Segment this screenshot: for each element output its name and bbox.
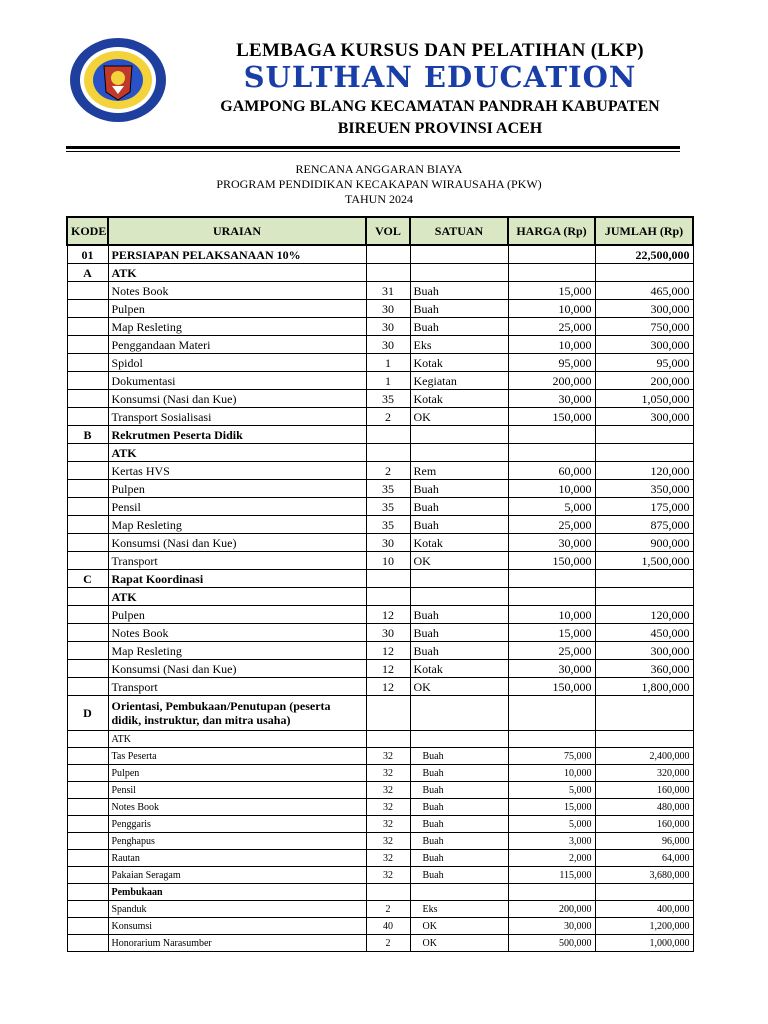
cell-satuan: Buah	[410, 748, 508, 765]
cell-kode	[67, 884, 108, 901]
cell-jumlah	[595, 444, 693, 462]
cell-vol: 32	[366, 816, 410, 833]
cell-kode	[67, 816, 108, 833]
cell-kode	[67, 782, 108, 799]
cell-kode	[67, 372, 108, 390]
doc-title-1: RENCANA ANGGARAN BIAYA	[295, 162, 463, 176]
table-row	[67, 570, 693, 588]
cell-jumlah: 1,000,000	[595, 935, 693, 952]
table-row	[67, 731, 693, 748]
cell-kode	[67, 480, 108, 498]
table-row	[67, 534, 693, 552]
cell-uraian: Map Resleting	[108, 318, 366, 336]
cell-jumlah: 300,000	[595, 408, 693, 426]
cell-uraian: Orientasi, Pembukaan/Penutupan (peserta didik, instruktur, dan mitra usaha)	[108, 696, 366, 731]
cell-kode: 01	[67, 245, 108, 264]
cell-kode	[67, 660, 108, 678]
cell-harga: 95,000	[508, 354, 595, 372]
cell-jumlah: 350,000	[595, 480, 693, 498]
cell-jumlah: 1,800,000	[595, 678, 693, 696]
cell-jumlah: 120,000	[595, 462, 693, 480]
cell-jumlah: 120,000	[595, 606, 693, 624]
cell-satuan: OK	[410, 552, 508, 570]
cell-vol: 32	[366, 867, 410, 884]
cell-kode	[67, 624, 108, 642]
header-vol: VOL	[366, 217, 410, 245]
cell-kode	[67, 282, 108, 300]
cell-satuan: Rem	[410, 462, 508, 480]
cell-kode	[67, 588, 108, 606]
cell-vol: 2	[366, 901, 410, 918]
cell-kode	[67, 799, 108, 816]
cell-vol	[366, 731, 410, 748]
cell-uraian: ATK	[108, 264, 366, 282]
cell-harga: 25,000	[508, 642, 595, 660]
cell-harga: 25,000	[508, 318, 595, 336]
cell-harga: 2,000	[508, 850, 595, 867]
cell-harga	[508, 264, 595, 282]
cell-harga: 30,000	[508, 918, 595, 935]
cell-kode	[67, 390, 108, 408]
cell-harga: 10,000	[508, 300, 595, 318]
cell-satuan: Buah	[410, 282, 508, 300]
cell-uraian: Penggaris	[108, 816, 366, 833]
cell-harga: 15,000	[508, 799, 595, 816]
cell-satuan: Buah	[410, 480, 508, 498]
cell-vol	[366, 444, 410, 462]
header-rule-thick	[66, 146, 680, 149]
cell-jumlah	[595, 426, 693, 444]
cell-vol: 35	[366, 516, 410, 534]
cell-satuan: Kegiatan	[410, 372, 508, 390]
cell-uraian: Kertas HVS	[108, 462, 366, 480]
cell-satuan: Buah	[410, 498, 508, 516]
cell-vol: 12	[366, 660, 410, 678]
cell-satuan: OK	[410, 935, 508, 952]
cell-satuan	[410, 444, 508, 462]
cell-jumlah: 1,500,000	[595, 552, 693, 570]
cell-uraian: Rapat Koordinasi	[108, 570, 366, 588]
table-row	[67, 901, 693, 918]
table-row	[67, 354, 693, 372]
cell-vol: 10	[366, 552, 410, 570]
cell-jumlah: 465,000	[595, 282, 693, 300]
cell-satuan	[410, 884, 508, 901]
table-row	[67, 696, 693, 731]
cell-uraian: Konsumsi (Nasi dan Kue)	[108, 534, 366, 552]
cell-satuan: Buah	[410, 782, 508, 799]
cell-vol: 30	[366, 318, 410, 336]
cell-harga: 500,000	[508, 935, 595, 952]
cell-uraian: ATK	[108, 731, 366, 748]
cell-uraian: Pakaian Seragam	[108, 867, 366, 884]
cell-vol: 40	[366, 918, 410, 935]
lkp-logo	[68, 36, 168, 124]
cell-harga	[508, 884, 595, 901]
org-address2: BIREUEN PROVINSI ACEH	[337, 120, 543, 137]
table-row	[67, 444, 693, 462]
cell-harga: 3,000	[508, 833, 595, 850]
cell-uraian: Notes Book	[108, 624, 366, 642]
cell-vol	[366, 588, 410, 606]
cell-vol: 32	[366, 833, 410, 850]
cell-vol: 30	[366, 300, 410, 318]
cell-harga: 60,000	[508, 462, 595, 480]
cell-vol	[366, 570, 410, 588]
cell-harga: 10,000	[508, 765, 595, 782]
cell-uraian: Pulpen	[108, 480, 366, 498]
cell-harga: 150,000	[508, 678, 595, 696]
cell-uraian: Spanduk	[108, 901, 366, 918]
cell-vol: 12	[366, 678, 410, 696]
cell-kode	[67, 462, 108, 480]
cell-kode: A	[67, 264, 108, 282]
cell-jumlah: 1,200,000	[595, 918, 693, 935]
cell-vol: 32	[366, 799, 410, 816]
cell-uraian: Penghapus	[108, 833, 366, 850]
cell-vol: 31	[366, 282, 410, 300]
cell-jumlah: 95,000	[595, 354, 693, 372]
cell-kode	[67, 765, 108, 782]
table-row	[67, 884, 693, 901]
cell-uraian: PERSIAPAN PELAKSANAAN 10%	[108, 245, 366, 264]
org-line1: LEMBAGA KURSUS DAN PELATIHAN (LKP)	[236, 40, 644, 61]
table-row	[67, 918, 693, 935]
cell-satuan	[410, 264, 508, 282]
table-row	[67, 867, 693, 884]
cell-uraian: Pembukaan	[108, 884, 366, 901]
cell-uraian: Konsumsi (Nasi dan Kue)	[108, 390, 366, 408]
cell-kode	[67, 642, 108, 660]
cell-satuan	[410, 696, 508, 731]
cell-uraian: Konsumsi (Nasi dan Kue)	[108, 660, 366, 678]
cell-jumlah: 22,500,000	[595, 245, 693, 264]
cell-satuan: Kotak	[410, 390, 508, 408]
cell-harga	[508, 245, 595, 264]
cell-jumlah: 160,000	[595, 816, 693, 833]
org-name: SULTHAN EDUCATION	[243, 60, 637, 94]
cell-jumlah: 1,050,000	[595, 390, 693, 408]
cell-uraian: Notes Book	[108, 282, 366, 300]
cell-vol	[366, 696, 410, 731]
cell-harga	[508, 731, 595, 748]
table-row	[67, 264, 693, 282]
cell-kode: B	[67, 426, 108, 444]
cell-uraian: Pensil	[108, 498, 366, 516]
cell-jumlah	[595, 696, 693, 731]
cell-harga	[508, 696, 595, 731]
cell-vol: 1	[366, 354, 410, 372]
cell-harga: 5,000	[508, 498, 595, 516]
cell-jumlah: 750,000	[595, 318, 693, 336]
cell-satuan	[410, 588, 508, 606]
cell-vol: 30	[366, 336, 410, 354]
table-row	[67, 300, 693, 318]
cell-vol: 12	[366, 606, 410, 624]
cell-uraian: Map Resleting	[108, 516, 366, 534]
cell-satuan: Kotak	[410, 534, 508, 552]
cell-kode	[67, 318, 108, 336]
budget-table	[66, 216, 694, 952]
cell-uraian: Rekrutmen Peserta Didik	[108, 426, 366, 444]
table-row	[67, 782, 693, 799]
cell-vol: 35	[366, 390, 410, 408]
table-row	[67, 516, 693, 534]
cell-satuan: Buah	[410, 624, 508, 642]
cell-harga: 200,000	[508, 372, 595, 390]
cell-uraian: Dokumentasi	[108, 372, 366, 390]
table-body	[67, 245, 693, 952]
header-kode: KODE	[67, 217, 108, 245]
cell-kode	[67, 606, 108, 624]
doc-title-2: PROGRAM PENDIDIKAN KECAKAPAN WIRAUSAHA (PKW)	[216, 177, 542, 191]
table-row	[67, 282, 693, 300]
cell-harga	[508, 588, 595, 606]
header-rule-thin	[66, 151, 680, 152]
cell-jumlah	[595, 570, 693, 588]
cell-harga: 25,000	[508, 516, 595, 534]
table-row	[67, 816, 693, 833]
cell-satuan: Eks	[410, 901, 508, 918]
table-row	[67, 799, 693, 816]
table-row	[67, 318, 693, 336]
cell-satuan: Buah	[410, 606, 508, 624]
cell-harga: 10,000	[508, 336, 595, 354]
cell-kode	[67, 498, 108, 516]
table-row	[67, 390, 693, 408]
table-row	[67, 624, 693, 642]
cell-kode	[67, 300, 108, 318]
cell-kode: C	[67, 570, 108, 588]
cell-kode	[67, 408, 108, 426]
table-row	[67, 678, 693, 696]
cell-harga: 200,000	[508, 901, 595, 918]
cell-jumlah: 96,000	[595, 833, 693, 850]
cell-vol: 30	[366, 624, 410, 642]
cell-harga: 5,000	[508, 816, 595, 833]
cell-uraian: Transport Sosialisasi	[108, 408, 366, 426]
cell-kode	[67, 918, 108, 935]
cell-kode	[67, 444, 108, 462]
cell-kode	[67, 867, 108, 884]
cell-kode	[67, 935, 108, 952]
cell-satuan	[410, 426, 508, 444]
cell-harga: 10,000	[508, 480, 595, 498]
cell-vol: 2	[366, 408, 410, 426]
cell-uraian: Pulpen	[108, 606, 366, 624]
table-row	[67, 552, 693, 570]
cell-vol	[366, 426, 410, 444]
cell-satuan: OK	[410, 678, 508, 696]
cell-vol: 2	[366, 935, 410, 952]
cell-satuan: Kotak	[410, 660, 508, 678]
cell-uraian: Pulpen	[108, 300, 366, 318]
cell-kode	[67, 833, 108, 850]
cell-harga: 30,000	[508, 534, 595, 552]
cell-uraian: Pulpen	[108, 765, 366, 782]
cell-harga: 75,000	[508, 748, 595, 765]
cell-satuan	[410, 570, 508, 588]
cell-jumlah: 360,000	[595, 660, 693, 678]
cell-jumlah: 300,000	[595, 336, 693, 354]
cell-satuan: Kotak	[410, 354, 508, 372]
cell-satuan: Eks	[410, 336, 508, 354]
cell-harga: 15,000	[508, 624, 595, 642]
cell-harga	[508, 570, 595, 588]
cell-satuan: Buah	[410, 816, 508, 833]
cell-kode	[67, 552, 108, 570]
cell-uraian: ATK	[108, 588, 366, 606]
cell-harga: 30,000	[508, 660, 595, 678]
cell-kode	[67, 336, 108, 354]
table-row	[67, 935, 693, 952]
cell-jumlah: 2,400,000	[595, 748, 693, 765]
cell-satuan: Buah	[410, 850, 508, 867]
cell-harga: 10,000	[508, 606, 595, 624]
cell-jumlah: 900,000	[595, 534, 693, 552]
cell-jumlah: 480,000	[595, 799, 693, 816]
table-row	[67, 498, 693, 516]
cell-satuan: Buah	[410, 765, 508, 782]
cell-jumlah: 3,680,000	[595, 867, 693, 884]
table-row	[67, 748, 693, 765]
cell-harga	[508, 444, 595, 462]
org-address1: GAMPONG BLANG KECAMATAN PANDRAH KABUPATEN	[220, 98, 660, 115]
cell-jumlah	[595, 884, 693, 901]
table-row	[67, 660, 693, 678]
table-row	[67, 588, 693, 606]
cell-jumlah: 300,000	[595, 300, 693, 318]
header-harga: HARGA (Rp)	[508, 217, 595, 245]
cell-jumlah: 875,000	[595, 516, 693, 534]
cell-uraian: Notes Book	[108, 799, 366, 816]
cell-jumlah: 160,000	[595, 782, 693, 799]
cell-jumlah: 300,000	[595, 642, 693, 660]
cell-satuan: Buah	[410, 799, 508, 816]
cell-satuan	[410, 245, 508, 264]
cell-harga: 5,000	[508, 782, 595, 799]
table-row	[67, 336, 693, 354]
cell-kode	[67, 534, 108, 552]
doc-title-3: TAHUN 2024	[344, 192, 414, 206]
cell-vol: 32	[366, 765, 410, 782]
cell-vol: 12	[366, 642, 410, 660]
cell-satuan: Buah	[410, 867, 508, 884]
cell-uraian: Rautan	[108, 850, 366, 867]
cell-kode: D	[67, 696, 108, 731]
cell-harga: 30,000	[508, 390, 595, 408]
cell-satuan: Buah	[410, 642, 508, 660]
table-row	[67, 480, 693, 498]
cell-vol: 30	[366, 534, 410, 552]
cell-uraian: Map Resleting	[108, 642, 366, 660]
cell-kode	[67, 678, 108, 696]
cell-satuan: Buah	[410, 300, 508, 318]
cell-satuan	[410, 731, 508, 748]
cell-satuan: Buah	[410, 516, 508, 534]
cell-harga: 115,000	[508, 867, 595, 884]
cell-uraian: Transport	[108, 552, 366, 570]
cell-uraian: Pensil	[108, 782, 366, 799]
cell-satuan: Buah	[410, 833, 508, 850]
cell-vol: 32	[366, 748, 410, 765]
table-row	[67, 642, 693, 660]
cell-satuan: Buah	[410, 318, 508, 336]
table-row	[67, 833, 693, 850]
table-row	[67, 462, 693, 480]
cell-harga	[508, 426, 595, 444]
cell-kode	[67, 850, 108, 867]
header-satuan: SATUAN	[410, 217, 508, 245]
table-row	[67, 408, 693, 426]
cell-vol: 32	[366, 782, 410, 799]
cell-jumlah: 175,000	[595, 498, 693, 516]
cell-harga: 150,000	[508, 408, 595, 426]
cell-harga: 150,000	[508, 552, 595, 570]
cell-jumlah	[595, 264, 693, 282]
cell-uraian: Konsumsi	[108, 918, 366, 935]
cell-jumlah: 64,000	[595, 850, 693, 867]
cell-kode	[67, 748, 108, 765]
cell-kode	[67, 901, 108, 918]
header-jumlah: JUMLAH (Rp)	[595, 217, 693, 245]
table-row	[67, 850, 693, 867]
cell-vol: 35	[366, 498, 410, 516]
table-row	[67, 245, 693, 264]
cell-kode	[67, 354, 108, 372]
cell-jumlah: 450,000	[595, 624, 693, 642]
table-row	[67, 765, 693, 782]
table-row	[67, 426, 693, 444]
cell-vol: 1	[366, 372, 410, 390]
cell-jumlah: 200,000	[595, 372, 693, 390]
cell-uraian: Honorarium Narasumber	[108, 935, 366, 952]
table-row	[67, 372, 693, 390]
table-row	[67, 606, 693, 624]
cell-kode	[67, 516, 108, 534]
cell-uraian: Spidol	[108, 354, 366, 372]
cell-harga: 15,000	[508, 282, 595, 300]
cell-vol	[366, 245, 410, 264]
cell-uraian: ATK	[108, 444, 366, 462]
cell-jumlah	[595, 588, 693, 606]
cell-uraian: Transport	[108, 678, 366, 696]
cell-vol	[366, 884, 410, 901]
cell-jumlah	[595, 731, 693, 748]
cell-vol: 32	[366, 850, 410, 867]
cell-uraian: Tas Peserta	[108, 748, 366, 765]
cell-uraian: Penggandaan Materi	[108, 336, 366, 354]
cell-satuan: OK	[410, 918, 508, 935]
cell-kode	[67, 731, 108, 748]
table-header-row	[67, 217, 693, 245]
cell-jumlah: 320,000	[595, 765, 693, 782]
cell-vol: 2	[366, 462, 410, 480]
cell-vol	[366, 264, 410, 282]
cell-vol: 35	[366, 480, 410, 498]
header-uraian: URAIAN	[108, 217, 366, 245]
cell-satuan: OK	[410, 408, 508, 426]
cell-jumlah: 400,000	[595, 901, 693, 918]
